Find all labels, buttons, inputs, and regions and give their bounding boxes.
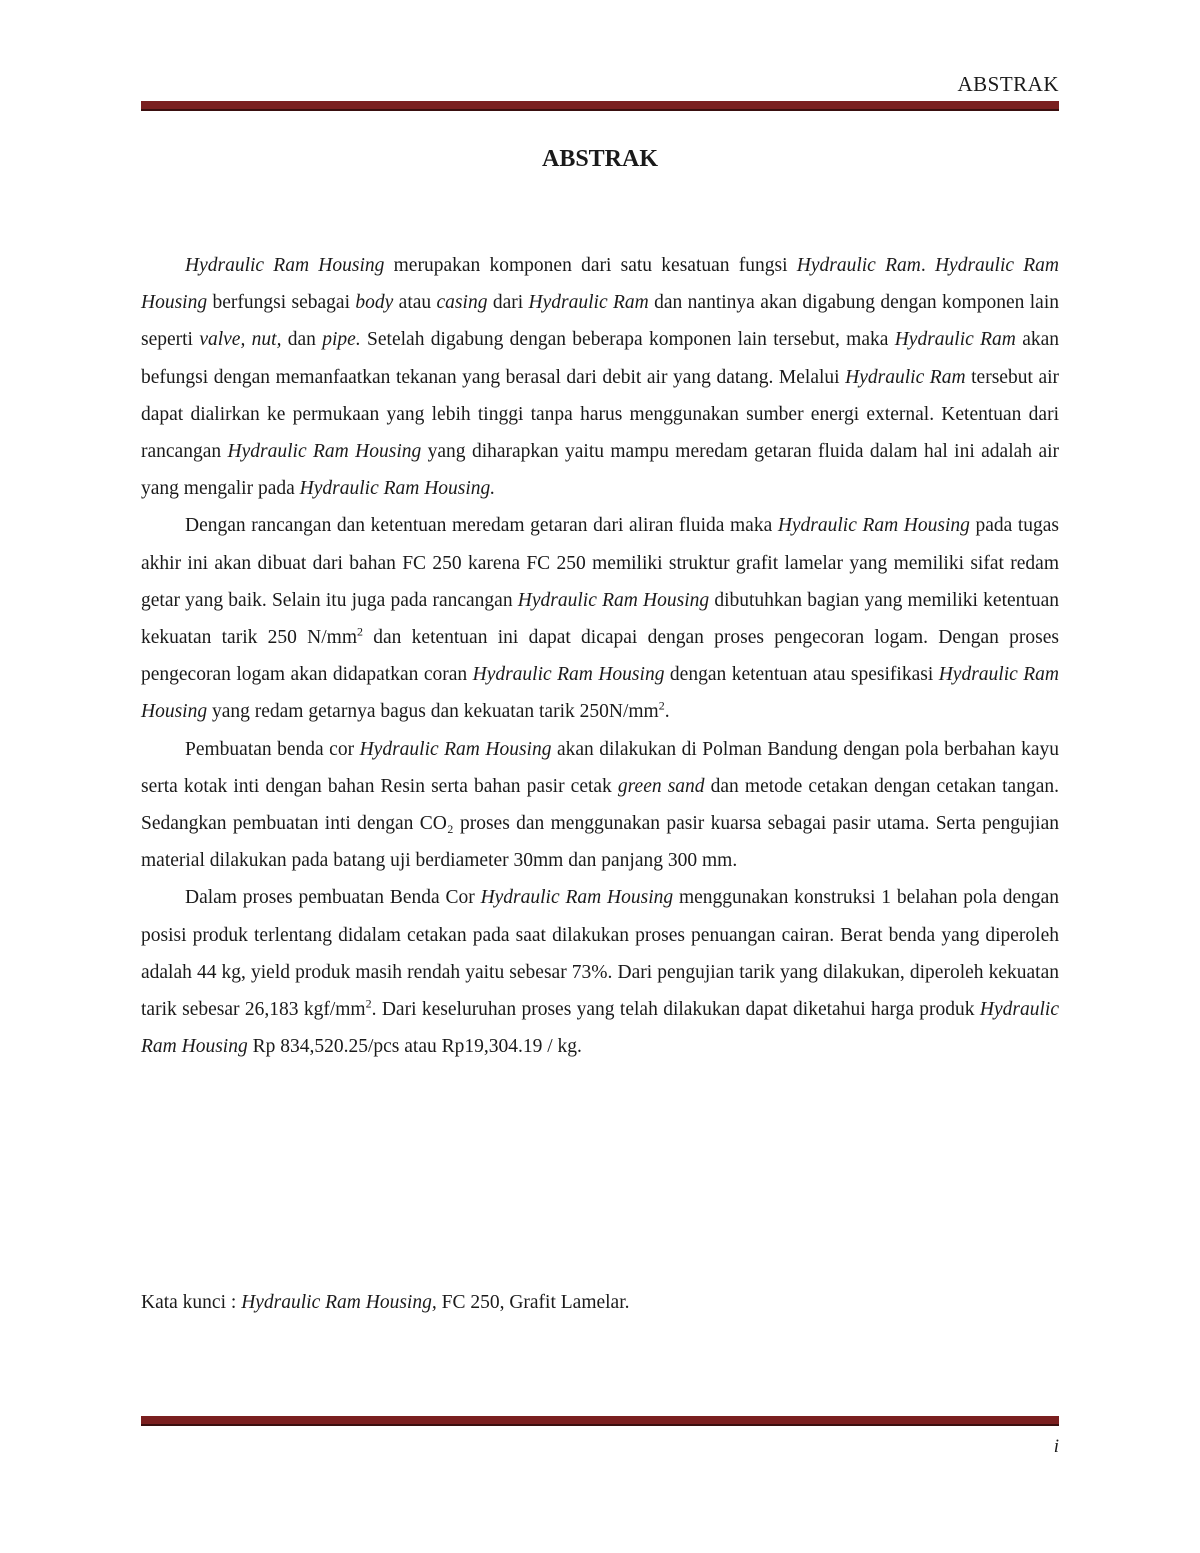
term: Hydraulic Ram Housing. <box>299 478 496 500</box>
text-run: akan befungsi dengan memanfaatkan tekanan yang berasal dari debit air yang datang. Melalui <box>141 329 1059 388</box>
text-run: dengan ketentuan atau spesifikasi <box>664 664 939 686</box>
term: Hydraulic Ram <box>528 292 649 314</box>
term: Hydraulic Ram Housing <box>480 887 674 909</box>
abstract-body <box>141 247 1059 1065</box>
text-run: atau <box>393 292 437 314</box>
text-run: . <box>920 255 935 276</box>
text-run: pada tugas akhir ini akan dibuat dari bahan FC 250 karena FC 250 memiliki struktur grafit lamelar yang memiliki sifat redam getar yang baik. Selain itu juga pada rancangan <box>141 515 1059 611</box>
text-run: dan metode cetakan dengan cetakan tangan. Sedangkan pembuatan inti dengan CO₂ proses dan menggunakan pasir kuarsa sebagai pasir utama. Serta pengujian material dilakukan pada batang uji berdiameter 30mm dan panjang 300 mm. <box>141 775 1059 872</box>
footer-rule <box>141 1416 1059 1426</box>
term: Hydraulic Ram Housing <box>141 999 1059 1058</box>
paragraph-3 <box>141 731 1059 880</box>
text-run: . Dari keseluruhan proses yang telah dilakukan dapat diketahui harga produk <box>371 999 980 1021</box>
header-rule <box>141 101 1059 111</box>
text-run: Dalam proses pembuatan Benda Cor <box>185 887 481 909</box>
text-run: akan dilakukan di Polman Bandung dengan pola berbahan kayu serta kotak inti dengan bahan Resin serta bahan pasir cetak <box>141 738 1059 797</box>
term: body <box>355 292 394 314</box>
text-run: berfungsi sebagai <box>207 292 356 314</box>
text-run: Rp 834,520.25/pcs atau Rp19,304.19 / kg. <box>247 1036 582 1058</box>
text-run: Setelah digabung dengan beberapa komponen lain tersebut, maka <box>360 329 895 351</box>
text-run: dan nantinya akan digabung dengan komponen lain seperti <box>141 292 1059 351</box>
term: valve, nut, <box>199 329 282 351</box>
page-number: i <box>1053 1436 1059 1457</box>
text-run: Dengan rancangan dan ketentuan meredam getaran dari aliran fluida maka <box>185 515 778 537</box>
term: Hydraulic Ram <box>845 366 966 388</box>
text-run: dan <box>281 329 323 351</box>
paragraph-4 <box>141 879 1059 1065</box>
paragraph-1 <box>141 247 1059 507</box>
term: Hydraulic Ram Housing <box>227 441 422 463</box>
running-header: ABSTRAK <box>957 72 1059 96</box>
text-run: dari <box>487 292 529 314</box>
term: green sand <box>617 775 705 797</box>
term: Hydraulic Ram Housing <box>472 664 665 686</box>
term: Hydraulic Ram Housing <box>185 255 385 276</box>
text-run: Pembuatan benda cor <box>185 738 360 760</box>
keyword-term: Hydraulic Ram Housing, <box>241 1292 437 1313</box>
text-run: merupakan komponen dari satu kesatuan fungsi <box>384 255 797 276</box>
term: casing <box>436 292 488 314</box>
term: Hydraulic Ram Housing <box>359 738 552 760</box>
superscript: 2 <box>365 996 372 1011</box>
superscript: 2 <box>356 624 363 639</box>
superscript: 2 <box>658 698 665 713</box>
text-run: . <box>664 701 670 723</box>
text-run: tersebut air dapat dialirkan ke permukaan yang lebih tinggi tanpa harus menggunakan sumber energi external. Ketentuan dari rancangan <box>141 366 1060 463</box>
term: Hydraulic Ram <box>796 255 921 276</box>
keywords-line <box>141 1284 1059 1321</box>
term: Hydraulic Ram <box>894 329 1016 351</box>
term: Hydraulic Ram Housing <box>777 515 970 537</box>
keywords-label: Kata kunci : <box>141 1292 242 1313</box>
text-run: menggunakan konstruksi 1 belahan pola dengan posisi produk terlentang didalam cetakan pada saat dilakukan proses penuangan cairan. Berat benda yang diperoleh adalah 44 kg, yield produk masih rendah yaitu sebesar 73%. Dari pengujian tarik yang dilakukan, diperoleh kekuatan tarik sebesar 26,183 kgf/mm <box>141 887 1059 1021</box>
term: Hydraulic Ram Housing <box>517 589 710 611</box>
text-run: dibutuhkan bagian yang memiliki ketentuan kekuatan tarik 250 N/mm <box>141 589 1059 649</box>
term: Hydraulic Ram Housing <box>141 664 1059 723</box>
term: Hydraulic Ram Housing <box>141 255 1060 314</box>
text-run: dan ketentuan ini dapat dicapai dengan proses pengecoran logam. Dengan proses pengecoran logam akan didapatkan coran <box>141 627 1059 686</box>
text-run: yang redam getarnya bagus dan kekuatan tarik 250N/mm <box>207 701 659 723</box>
keywords-rest: FC 250, Grafit Lamelar. <box>436 1292 630 1313</box>
text-run: yang diharapkan yaitu mampu meredam getaran fluida dalam hal ini adalah air yang mengalir pada <box>141 441 1060 500</box>
paragraph-2 <box>141 507 1059 730</box>
page-title: ABSTRAK <box>541 146 659 172</box>
term: pipe. <box>322 329 361 351</box>
